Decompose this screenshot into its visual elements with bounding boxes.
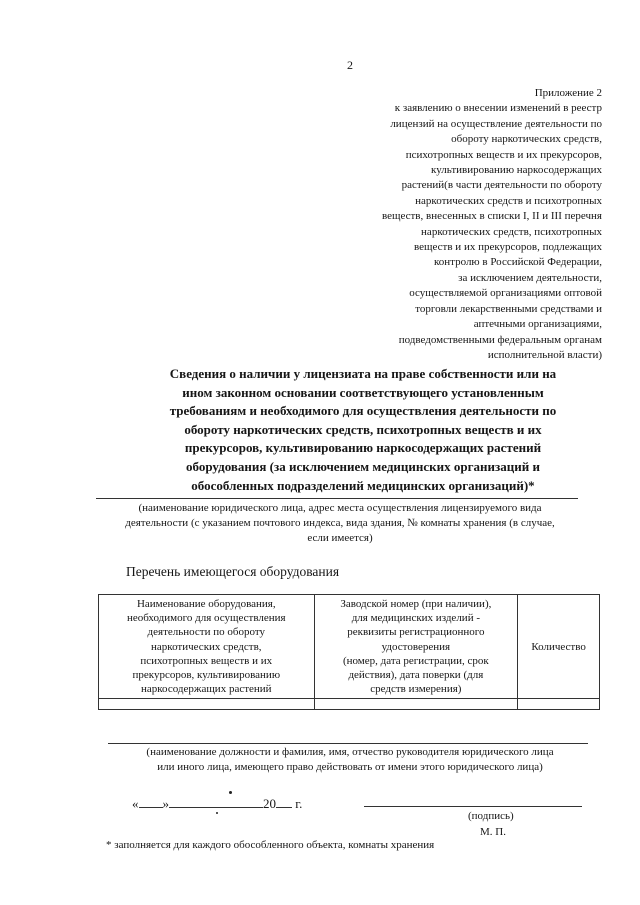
cell-quantity[interactable] (518, 699, 600, 710)
appendix-line: лицензий на осуществление деятельности по (390, 117, 602, 130)
appendix-line: исполнительной власти) (487, 348, 602, 361)
org-name-caption (70, 501, 610, 546)
appendix-line: психотропных веществ и их прекурсоров, (405, 148, 602, 161)
caption-line: деятельности (с указанием почтового индекса, вида здания, № комнаты хранения (в случае, (125, 517, 555, 529)
appendix-line: за исключением деятельности, (458, 271, 602, 284)
appendix-note (302, 86, 602, 363)
caption-line: (наименование должности и фамилия, имя, отчество руководителя юридического лица (146, 746, 554, 758)
table-header-row (99, 595, 600, 699)
appendix-line: осуществляемой организациями оптовой (409, 287, 602, 300)
scan-speck (229, 791, 232, 794)
appendix-line: к заявлению о внесении изменений в реестр (394, 102, 602, 115)
signature-fill-line[interactable] (364, 806, 582, 807)
year-suffix: г. (295, 796, 303, 811)
cell-serial-number[interactable] (314, 699, 518, 710)
equipment-list-heading: Перечень имеющегося оборудования (126, 564, 340, 579)
appendix-line: культивированию наркосодержащих (431, 164, 602, 177)
page-number: 2 (347, 58, 353, 72)
appendix-line: подведомственными федеральным органам (398, 333, 602, 346)
header-line: удостоверения (381, 640, 451, 653)
year-prefix: 20 (263, 796, 276, 811)
day-blank[interactable] (139, 794, 163, 808)
head-name-fill-line[interactable] (108, 743, 588, 744)
header-line: для медицинских изделий - (351, 612, 480, 625)
title-line: Сведения о наличии у лицензиата на праве собственности или на (169, 366, 557, 381)
caption-line: или иного лица, имеющего право действовать от имени этого юридического лица) (157, 761, 543, 773)
header-line: наркосодержащих растений (140, 683, 272, 696)
header-line: деятельности по обороту (147, 626, 266, 639)
table-row (99, 699, 600, 710)
header-line: необходимого для осуществления (126, 612, 286, 625)
title-line: оборудования (за исключением медицинских организаций и (186, 458, 540, 474)
title-line: требованиям и необходимого для осуществления деятельности по (169, 403, 557, 419)
appendix-line: веществ и их прекурсоров, подлежащих (414, 241, 602, 254)
header-line: Наименование оборудования, (136, 598, 276, 610)
appendix-line: контролю в Российской Федерации, (433, 256, 602, 269)
open-quote: « (132, 796, 139, 811)
appendix-line: торговли лекарственными средствами и (415, 302, 602, 315)
equipment-table (98, 594, 600, 710)
cell-equipment-name[interactable] (99, 699, 315, 710)
header-line: наркотических средств, (151, 640, 262, 653)
appendix-line: веществ, внесенных в списки I, II и III перечня (381, 210, 602, 223)
appendix-line: аптечными организациями, (473, 318, 602, 331)
header-line: Заводской номер (при наличии), (340, 598, 492, 610)
caption-line: (наименование юридического лица, адрес места осуществления лицензируемого вида (138, 502, 542, 514)
close-quote: » (162, 796, 169, 811)
stamp-label: М. П. (480, 826, 506, 838)
head-name-caption (80, 745, 620, 775)
appendix-line: наркотических средств и психотропных (415, 194, 602, 207)
caption-line: если имеется) (307, 532, 373, 544)
document-title (128, 365, 598, 495)
org-name-fill-line[interactable] (96, 498, 578, 499)
footnote: * заполняется для каждого обособленного объекта, комнаты хранения (106, 839, 435, 851)
header-line: (номер, дата регистрации, срок (342, 654, 489, 667)
signature-label: (подпись) (468, 810, 514, 822)
title-line: ином законном основании соответствующего установленным (182, 384, 544, 400)
header-line: действия), дата поверки (для (348, 669, 484, 682)
header-line: прекурсоров, культивированию (132, 669, 281, 682)
header-line: психотропных веществ и их (140, 654, 273, 667)
col-header-serial-number (314, 595, 518, 699)
col-header-quantity (518, 595, 600, 699)
date-field (132, 794, 302, 812)
appendix-line: растений(в части деятельности по обороту (401, 179, 602, 192)
title-line: обособленных подразделений медицинских организаций)* (191, 477, 535, 493)
title-line: обороту наркотических средств, психотропных веществ и их (184, 421, 542, 437)
header-line: реквизиты регистрационного (347, 626, 485, 639)
header-line: Количество (531, 640, 586, 653)
title-line: прекурсоров, культивированию наркосодержащих растений (184, 440, 542, 456)
col-header-equipment-name (99, 595, 315, 699)
appendix-line: Приложение 2 (534, 87, 602, 99)
appendix-line: наркотических средств, психотропных (421, 225, 602, 238)
month-blank[interactable] (169, 794, 263, 808)
header-line: средств измерения) (370, 683, 462, 696)
year-blank[interactable] (276, 794, 292, 808)
appendix-line: обороту наркотических средств, (451, 133, 602, 146)
scan-speck (216, 812, 218, 814)
